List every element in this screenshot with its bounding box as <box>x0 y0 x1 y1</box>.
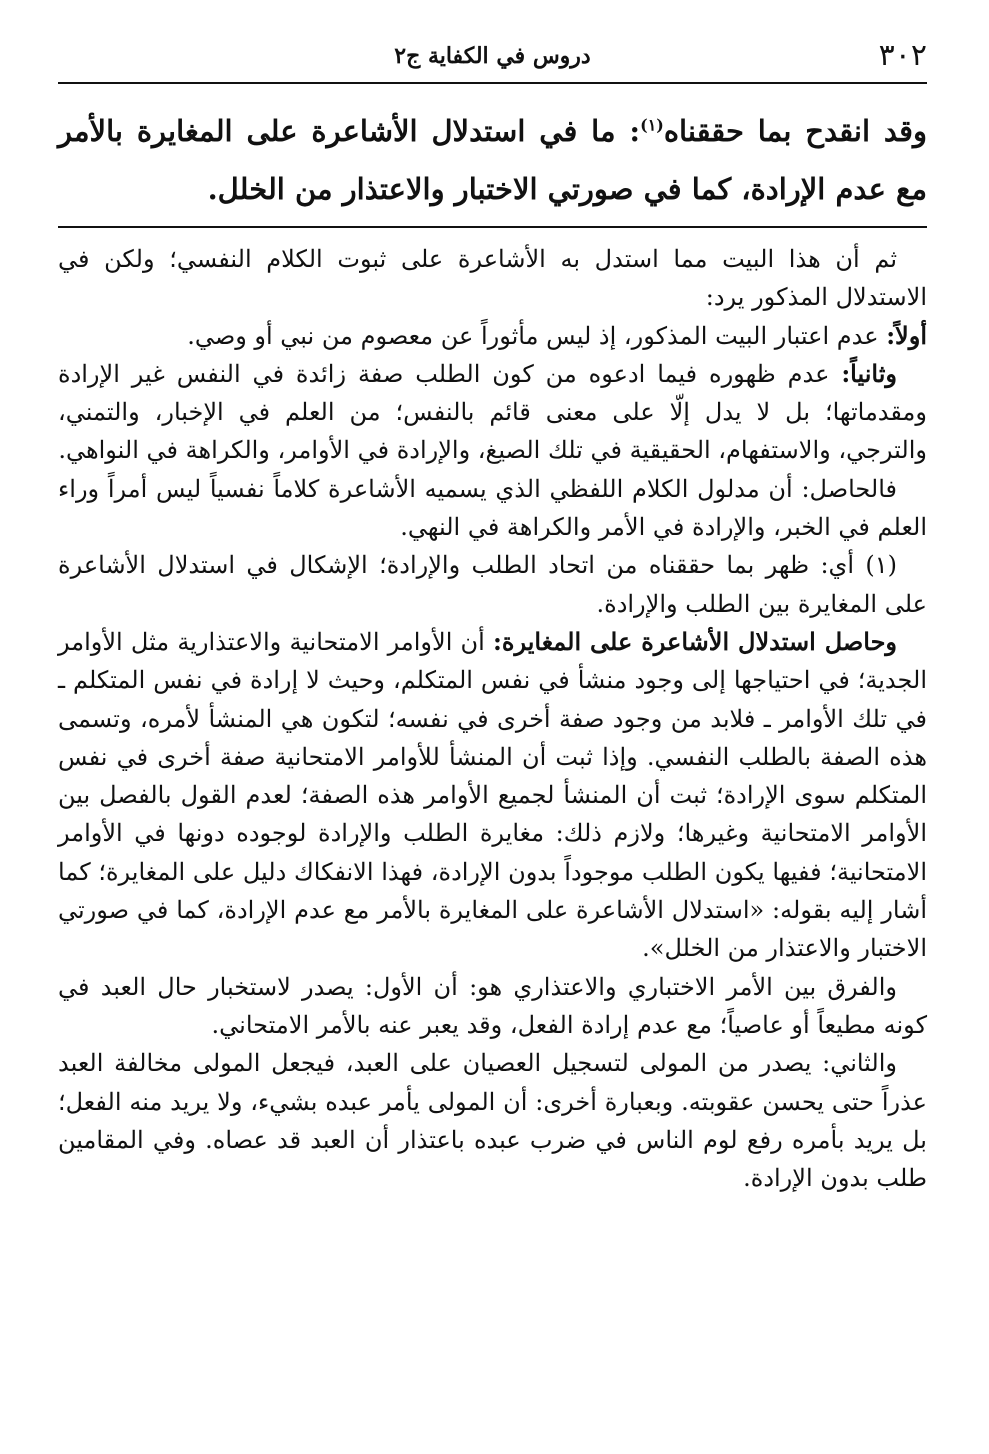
paragraph-label: أولاً: <box>886 320 927 350</box>
quoted-matn <box>58 102 927 228</box>
paragraph-label: وثانياً: <box>841 358 897 388</box>
book-page <box>58 34 927 1197</box>
matn-text: : ما في استدلال الأشاعرة على المغايرة بالأمر مع عدم الإرادة، كما في صورتي الاختبار والاعتذار من الخلل. <box>58 114 927 206</box>
paragraph: والثاني: يصدر من المولى لتسجيل العصيان على العبد، فيجعل المولى مخالفة العبد عذراً حتى يحسن عقوبته. وبعبارة أخرى: أن المولى يأمر عبده بشيء، ولا يريد منه الفعل؛ بل يريد بأمره رفع لوم الناس في ضرب عبده باعتذار أن العبد قد عصاه. وفي المقامين طلب بدون الإرادة. <box>58 1049 927 1193</box>
paragraph-text: عدم ظهوره فيما ادعوه من كون الطلب صفة زائدة في النفس غير الإرادة ومقدماتها؛ بل لا يدل إلّا على معنى قائم بالنفس؛ من العلم في الإخبار، والتمني، والترجي، والاستفهام، الحقيقية في تلك الصيغ، والإرادة في الأوامر، والكراهة في النواهي. <box>58 359 927 465</box>
paragraph-text: عدم اعتبار البيت المذكور، إذ ليس مأثوراً عن معصوم من نبي أو وصي. <box>187 321 887 350</box>
page-header <box>58 34 927 84</box>
paragraph: ثم أن هذا البيت مما استدل به الأشاعرة على ثبوت الكلام النفسي؛ ولكن في الاستدلال المذكور يرد: <box>58 245 927 312</box>
paragraph <box>58 355 927 470</box>
footnote-marker: (١) <box>640 115 664 135</box>
page-number: ٣٠٢ <box>878 38 927 73</box>
paragraph-label: وحاصل استدلال الأشاعرة على المغايرة: <box>493 626 898 656</box>
matn-text: وقد انقدح بما حققناه <box>663 114 927 148</box>
paragraph: فالحاصل: أن مدلول الكلام اللفظي الذي يسميه الأشاعرة كلاماً نفسياً ليس أمراً وراء العلم في الخبر، والإرادة في الأمر والكراهة في النهي. <box>58 474 927 542</box>
commentary <box>58 240 927 1197</box>
paragraph: والفرق بين الأمر الاختباري والاعتذاري هو: أن الأول: يصدر لاستخبار حال العبد في كونه مطيعاً أو عاصياً؛ مع عدم إرادة الفعل، وقد يعبر عنه بالأمر الامتحاني. <box>58 972 927 1039</box>
running-title: دروس في الكفاية ج٢ <box>394 43 591 69</box>
paragraph <box>58 623 927 968</box>
paragraph <box>58 317 927 355</box>
paragraph-text: أن الأوامر الامتحانية والاعتذارية مثل الأوامر الجدية؛ في احتياجها إلى وجود منشأ في نفس المتكلم، وحيث لا إرادة في نفس المتكلم ـ في تلك الأوامر ـ فلابد من وجود صفة أخرى في نفسه؛ لتكون هي المنشأ لأمره، وتسمى هذه الصفة بالطلب النفسي. وإذا ثبت أن المنشأ للأوامر الامتحانية صفة أخرى في نفس المتكلم سوى الإرادة؛ ثبت أن المنشأ لجميع الأوامر هذه الصفة؛ لعدم القول بالفصل بين الأوامر الامتحانية وغيرها؛ ولازم ذلك: مغايرة الطلب والإرادة لوجوده دونها في الأوامر الامتحانية؛ ففيها يكون الطلب موجوداً بدون الإرادة، فهذا الانفكاك دليل على المغايرة؛ كما أشار إليه بقوله: «استدلال الأشاعرة على المغايرة بالأمر مع عدم الإرادة، كما في صورتي الاختبار والاعتذار من الخلل». <box>58 627 927 963</box>
footnote: (١) أي: ظهر بما حققناه من اتحاد الطلب والإرادة؛ الإشكال في استدلال الأشاعرة على المغايرة بين الطلب والإرادة. <box>58 551 927 618</box>
